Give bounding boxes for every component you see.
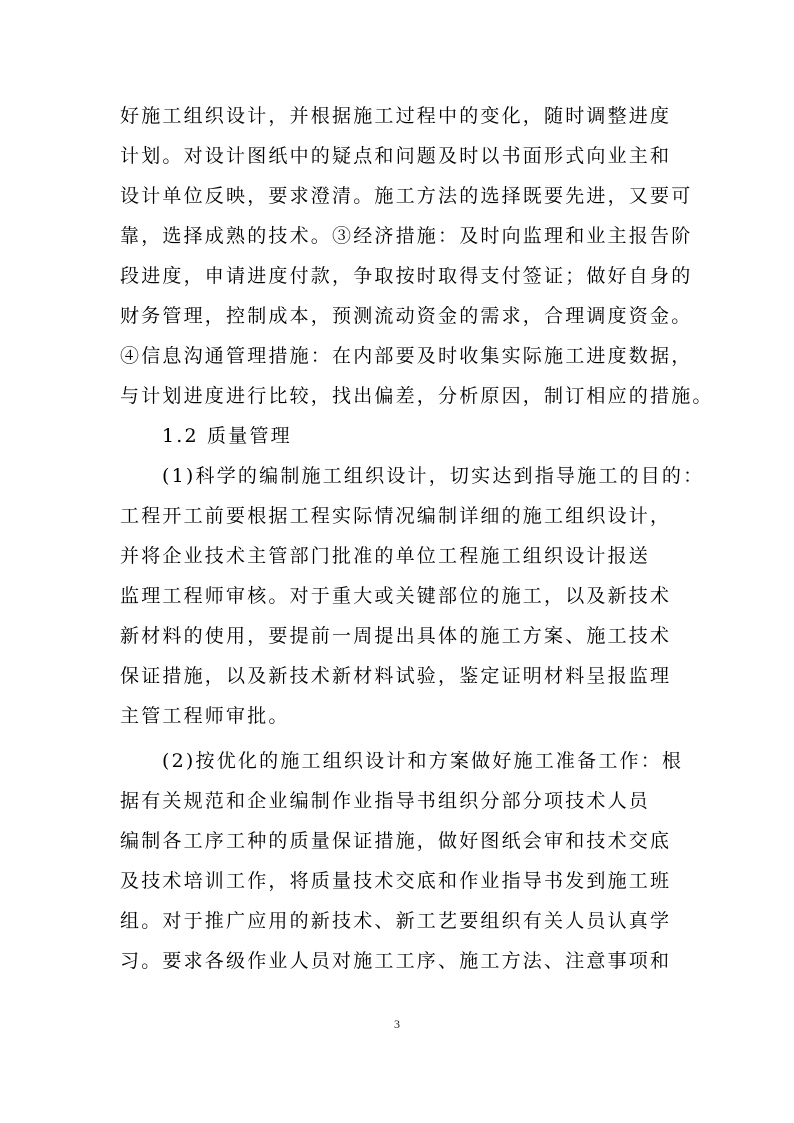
text-line: 监理工程师审核。对于重大或关键部位的施工，以及新技术 (120, 585, 672, 607)
text-line: 与计划进度进行比较，找出偏差，分析原因，制订相应的措施。 (120, 385, 714, 407)
text-line: ④信息沟通管理措施：在内部要及时收集实际施工进度数据， (120, 345, 693, 367)
section-heading: 1.2 质量管理 (162, 425, 292, 447)
paragraph-progress-measures (120, 96, 714, 416)
text-line: 设计单位反映，要求澄清。施工方法的选择既要先进，又要可 (120, 185, 693, 207)
text-line: 主管工程师审批。 (120, 705, 290, 727)
text-line: 据有关规范和企业编制作业指导书组织分部分项技术人员 (120, 790, 651, 812)
text-line: 及技术培训工作，将质量技术交底和作业指导书发到施工班 (120, 870, 672, 892)
text-line: (2)按优化的施工组织设计和方案做好施工准备工作：根 (162, 750, 684, 772)
text-line: (1)科学的编制施工组织设计，切实达到指导施工的目的： (162, 465, 705, 487)
text-line: 靠，选择成熟的技术。③经济措施：及时向监理和业主报告阶 (120, 225, 693, 247)
text-line: 段进度，申请进度付款，争取按时取得支付签证；做好自身的 (120, 265, 693, 287)
text-line: 保证措施，以及新技术新材料试验，鉴定证明材料呈报监理 (120, 665, 672, 687)
text-line: 并将企业技术主管部门批准的单位工程施工组织设计报送 (120, 545, 651, 567)
paragraph-construction-preparation (120, 741, 684, 981)
text-line: 工程开工前要根据工程实际情况编制详细的施工组织设计， (120, 505, 672, 527)
page-number: 3 (394, 1017, 400, 1031)
text-line: 计划。对设计图纸中的疑点和问题及时以书面形式向业主和 (120, 145, 672, 167)
text-line: 习。要求各级作业人员对施工工序、施工方法、注意事项和 (120, 950, 672, 972)
document-page (120, 96, 714, 981)
paragraph-construction-design (120, 456, 705, 736)
text-line: 财务管理，控制成本，预测流动资金的需求，合理调度资金。 (120, 305, 693, 327)
text-line: 组。对于推广应用的新技术、新工艺要组织有关人员认真学 (120, 910, 672, 932)
text-line: 好施工组织设计，并根据施工过程中的变化，随时调整进度 (120, 105, 672, 127)
text-line: 新材料的使用，要提前一周提出具体的施工方案、施工技术 (120, 625, 672, 647)
text-line: 编制各工序工种的质量保证措施，做好图纸会审和技术交底 (120, 830, 672, 852)
